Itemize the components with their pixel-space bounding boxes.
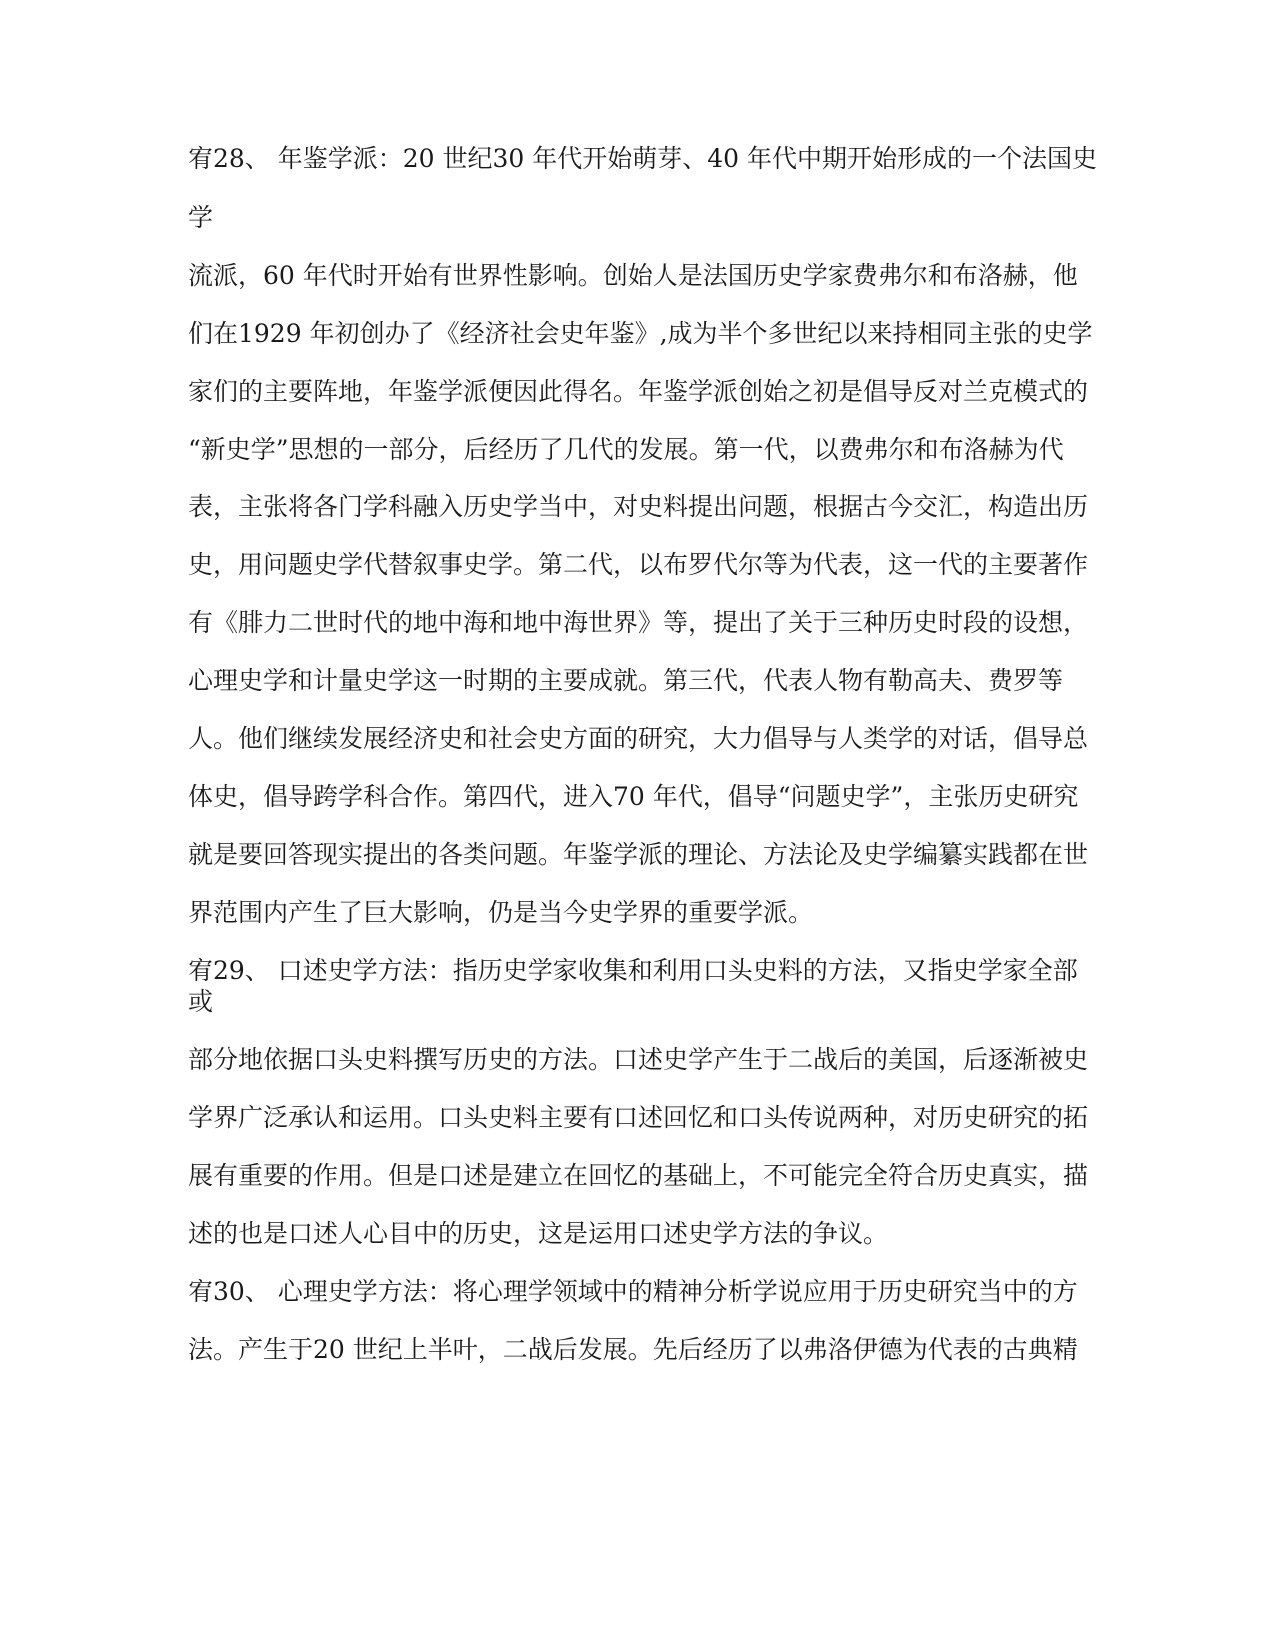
section-29-text-line: 学界广泛承认和运用。口头史料主要有口述回忆和口头传说两种，对历史研究的拓 <box>188 1103 1089 1132</box>
section-30-text-line: 法。产生于20 世纪上半叶，二战后发展。先后经历了以弗洛伊德为代表的古典精 <box>188 1335 1078 1364</box>
section-28-text-line: 流派，60 年代时开始有世界性影响。创始人是法国历史学家费弗尔和布洛赫，他 <box>188 261 1078 290</box>
section-28-text-line: “新史学”思想的一部分，后经历了几代的发展。第一代，以费弗尔和布洛赫为代 <box>188 435 1064 464</box>
section-30-heading-line: 宥30、 心理史学方法：将心理学领域中的精神分析学说应用于历史研究当中的方 <box>188 1277 1078 1306</box>
section-28-text-line: 就是要回答现实提出的各类问题。年鉴学派的理论、方法论及史学编纂实践都在世 <box>188 840 1089 869</box>
section-28-text-line: 心理史学和计量史学这一时期的主要成就。第三代，代表人物有勒高夫、费罗等 <box>188 666 1064 695</box>
section-28-heading-wrap: 学 <box>188 203 214 232</box>
section-28-text-line: 表，主张将各门学科融入历史学当中，对史料提出问题，根据古今交汇，构造出历 <box>188 492 1089 521</box>
section-29-text-line: 部分地依据口头史料撰写历史的方法。口述史学产生于二战后的美国，后逐渐被史 <box>188 1045 1089 1074</box>
section-28-text-line: 们在1929 年初创办了《经济社会史年鉴》,成为半个多世纪以来持相同主张的史学 <box>188 319 1093 348</box>
section-29-text-line: 展有重要的作用。但是口述是建立在回忆的基础上，不可能完全符合历史真实，描 <box>188 1161 1089 1190</box>
section-28-heading-line: 宥28、 年鉴学派：20 世纪30 年代开始萌芽、40 年代中期开始形成的一个法国史 <box>188 144 1098 173</box>
section-28-text-line: 史，用问题史学代替叙事史学。第二代，以布罗代尔等为代表，这一代的主要著作 <box>188 550 1089 579</box>
section-29-text-line: 述的也是口述人心目中的历史，这是运用口述史学方法的争议。 <box>188 1219 889 1248</box>
section-29-heading-wrap: 或 <box>188 987 214 1016</box>
section-28-text-line: 体史，倡导跨学科合作。第四代，进入70 年代，倡导“问题史学”，主张历史研究 <box>188 782 1079 811</box>
section-28-text-line: 界范围内产生了巨大影响，仍是当今史学界的重要学派。 <box>188 898 814 927</box>
section-28-text-line: 有《腓力二世时代的地中海和地中海世界》等，提出了关于三种历史时段的设想， <box>188 608 1089 637</box>
section-29-heading-line: 宥29、 口述史学方法：指历史学家收集和利用口头史料的方法，又指史学家全部 <box>188 956 1078 985</box>
section-28-text-line: 家们的主要阵地，年鉴学派便因此得名。年鉴学派创始之初是倡导反对兰克模式的 <box>188 377 1089 406</box>
section-28-text-line: 人。他们继续发展经济史和社会史方面的研究，大力倡导与人类学的对话，倡导总 <box>188 724 1089 753</box>
